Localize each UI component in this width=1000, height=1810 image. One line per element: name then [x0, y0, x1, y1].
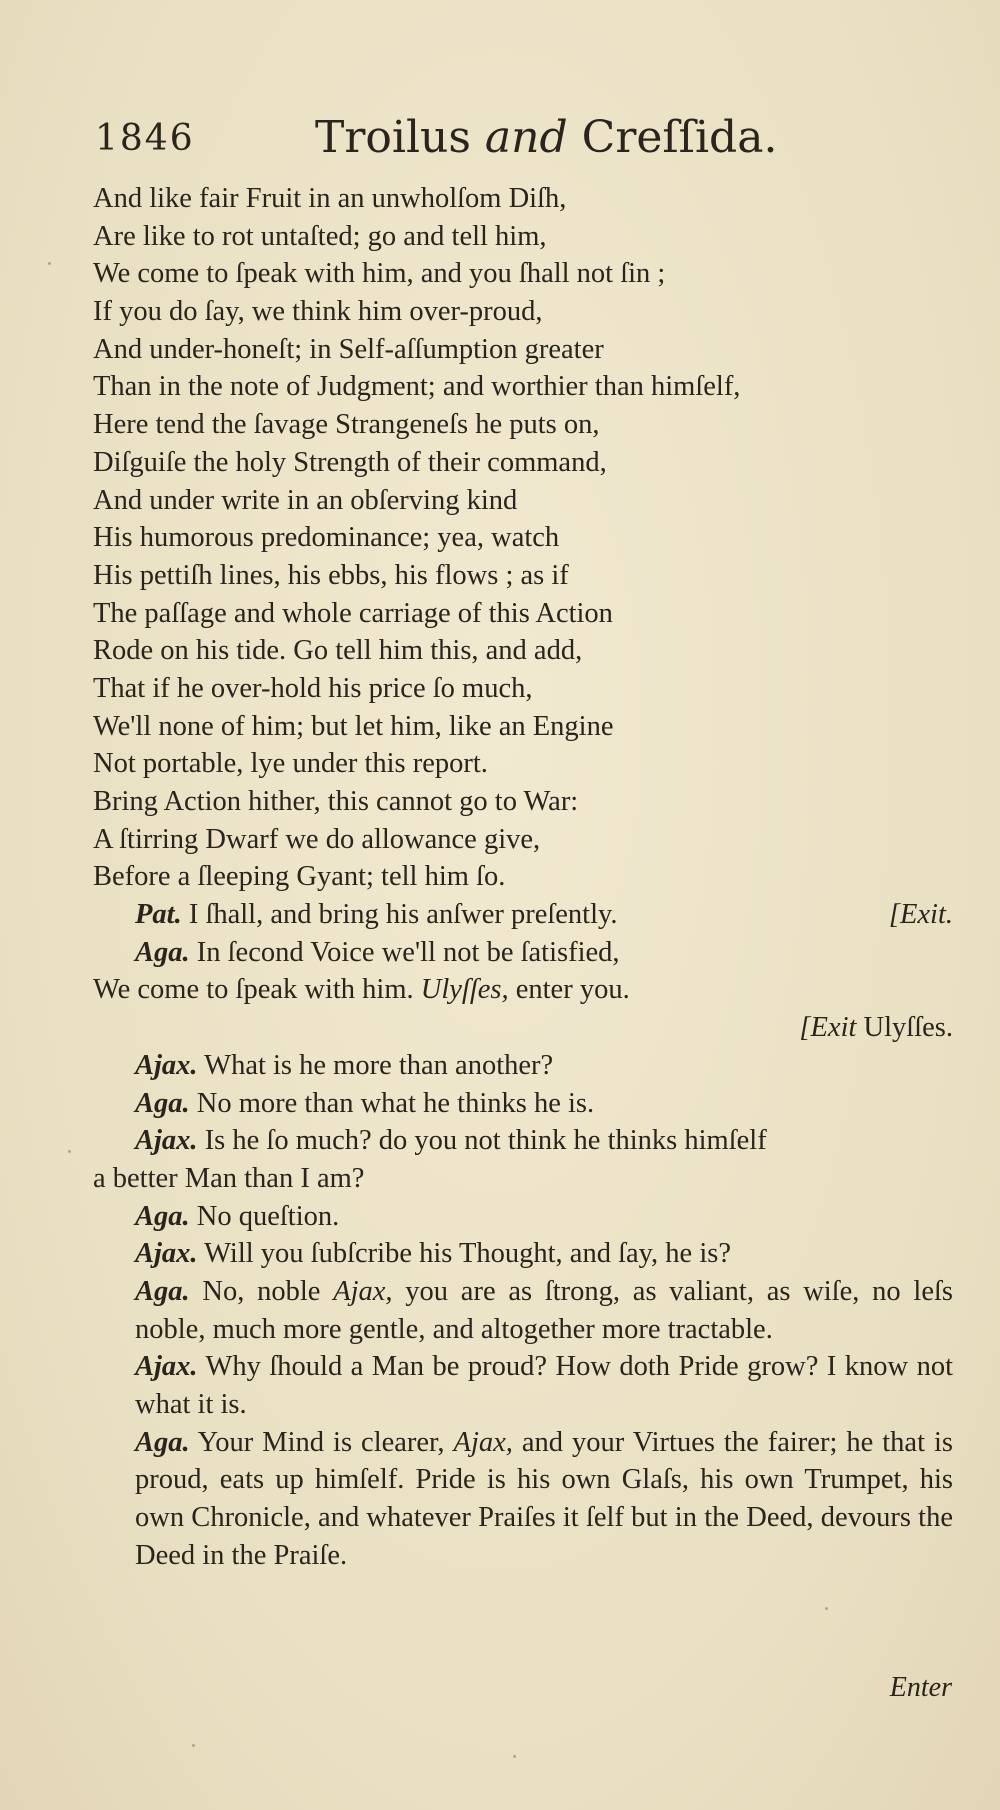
speech-ajax-2-cont: a better Man than I am? — [93, 1162, 365, 1194]
body-text — [93, 180, 953, 1575]
verse-line: Diſguiſe the holy Strength of their command, — [93, 446, 607, 478]
verse-line: The paſſage and whole carriage of this Action — [93, 597, 613, 629]
stage-direction-exit: [Exit. — [888, 899, 953, 931]
speech-ajax-1: Ajax. What is he more than another? — [135, 1049, 554, 1081]
paper-speck — [68, 1150, 71, 1153]
speech-ajax-2: Ajax. Is he ſo much? do you not think he thinks himſelf — [135, 1125, 767, 1157]
paper-speck — [48, 262, 51, 265]
verse-line: That if he over-hold his price ſo much, — [93, 672, 533, 704]
verse-line: His humorous predominance; yea, watch — [93, 522, 560, 554]
verse-line: If you do ſay, we think him over-proud, — [93, 296, 543, 328]
verse-line: Are like to rot untaſted; go and tell him, — [93, 220, 547, 252]
verse-line: Than in the note of Judgment; and worthier than himſelf, — [93, 371, 741, 403]
paper-speck — [192, 1744, 195, 1747]
speech-aga-5: Aga. Your Mind is clearer, Ajax, and your Virtues the fairer; he that is proud, eats up himſelf. Pride is his own Glaſs, his own Trumpet, his own Chronicle, and whatever Praiſes it ſelf but in the Deed, devours the Deed in the Praiſe. — [135, 1426, 953, 1571]
verse-line: And under-honeſt; in Self-aſſumption greater — [93, 333, 604, 365]
verse-line: We come to ſpeak with him, and you ſhall not ſin ; — [93, 258, 666, 290]
verse-block — [93, 180, 953, 896]
verse-line: And under write in an obſerving kind — [93, 484, 518, 516]
verse-line: Rode on his tide. Go tell him this, and add, — [93, 635, 583, 667]
catchword: Enter — [889, 1672, 952, 1703]
verse-line: Before a ſleeping Gyant; tell him ſo. — [93, 861, 506, 893]
stage-direction-exit-ulysses: [Exit Ulyſſes. — [799, 1012, 953, 1044]
paper-speck — [513, 1755, 516, 1758]
verse-line: And like fair Fruit in an unwholſom Diſh, — [93, 183, 567, 214]
speech-aga-2: Aga. No more than what he thinks he is. — [135, 1087, 595, 1119]
speech-ajax-3: Ajax. Will you ſubſcribe his Thought, and ſay, he is? — [135, 1238, 731, 1270]
paper-speck — [825, 1607, 828, 1610]
verse-line: Bring Action hither, this cannot go to War: — [93, 786, 579, 817]
speech-aga-1: Aga. In ſecond Voice we'll not be ſatisfied, — [135, 936, 620, 968]
page-number: 1846 — [95, 118, 195, 159]
running-title: Troilus and Creſſida. — [315, 112, 778, 163]
verse-line: We'll none of him; but let him, like an Engine — [93, 710, 614, 742]
speech-aga-4: Aga. No, noble Ajax, you are as ſtrong, as valiant, as wiſe, no leſs noble, much more gentle, and altogether more tractable. — [135, 1275, 953, 1345]
verse-line: A ſtirring Dwarf we do allowance give, — [93, 823, 541, 855]
verse-line: Here tend the ſavage Strangeneſs he puts on, — [93, 409, 600, 441]
speech-aga-3: Aga. No queſtion. — [135, 1200, 340, 1232]
speech-ajax-4: Ajax. Why ſhould a Man be proud? How doth Pride grow? I know not what it is. — [135, 1351, 953, 1421]
running-header — [95, 112, 955, 162]
speech-aga-1-cont: We come to ſpeak with him. Ulyſſes, enter you. — [93, 974, 630, 1006]
verse-line: His pettiſh lines, his ebbs, his flows ; as if — [93, 559, 569, 591]
speech-pat: Pat. I ſhall, and bring his anſwer preſently. [Exit. — [93, 896, 953, 934]
verse-line: Not portable, lye under this report. — [93, 748, 488, 780]
